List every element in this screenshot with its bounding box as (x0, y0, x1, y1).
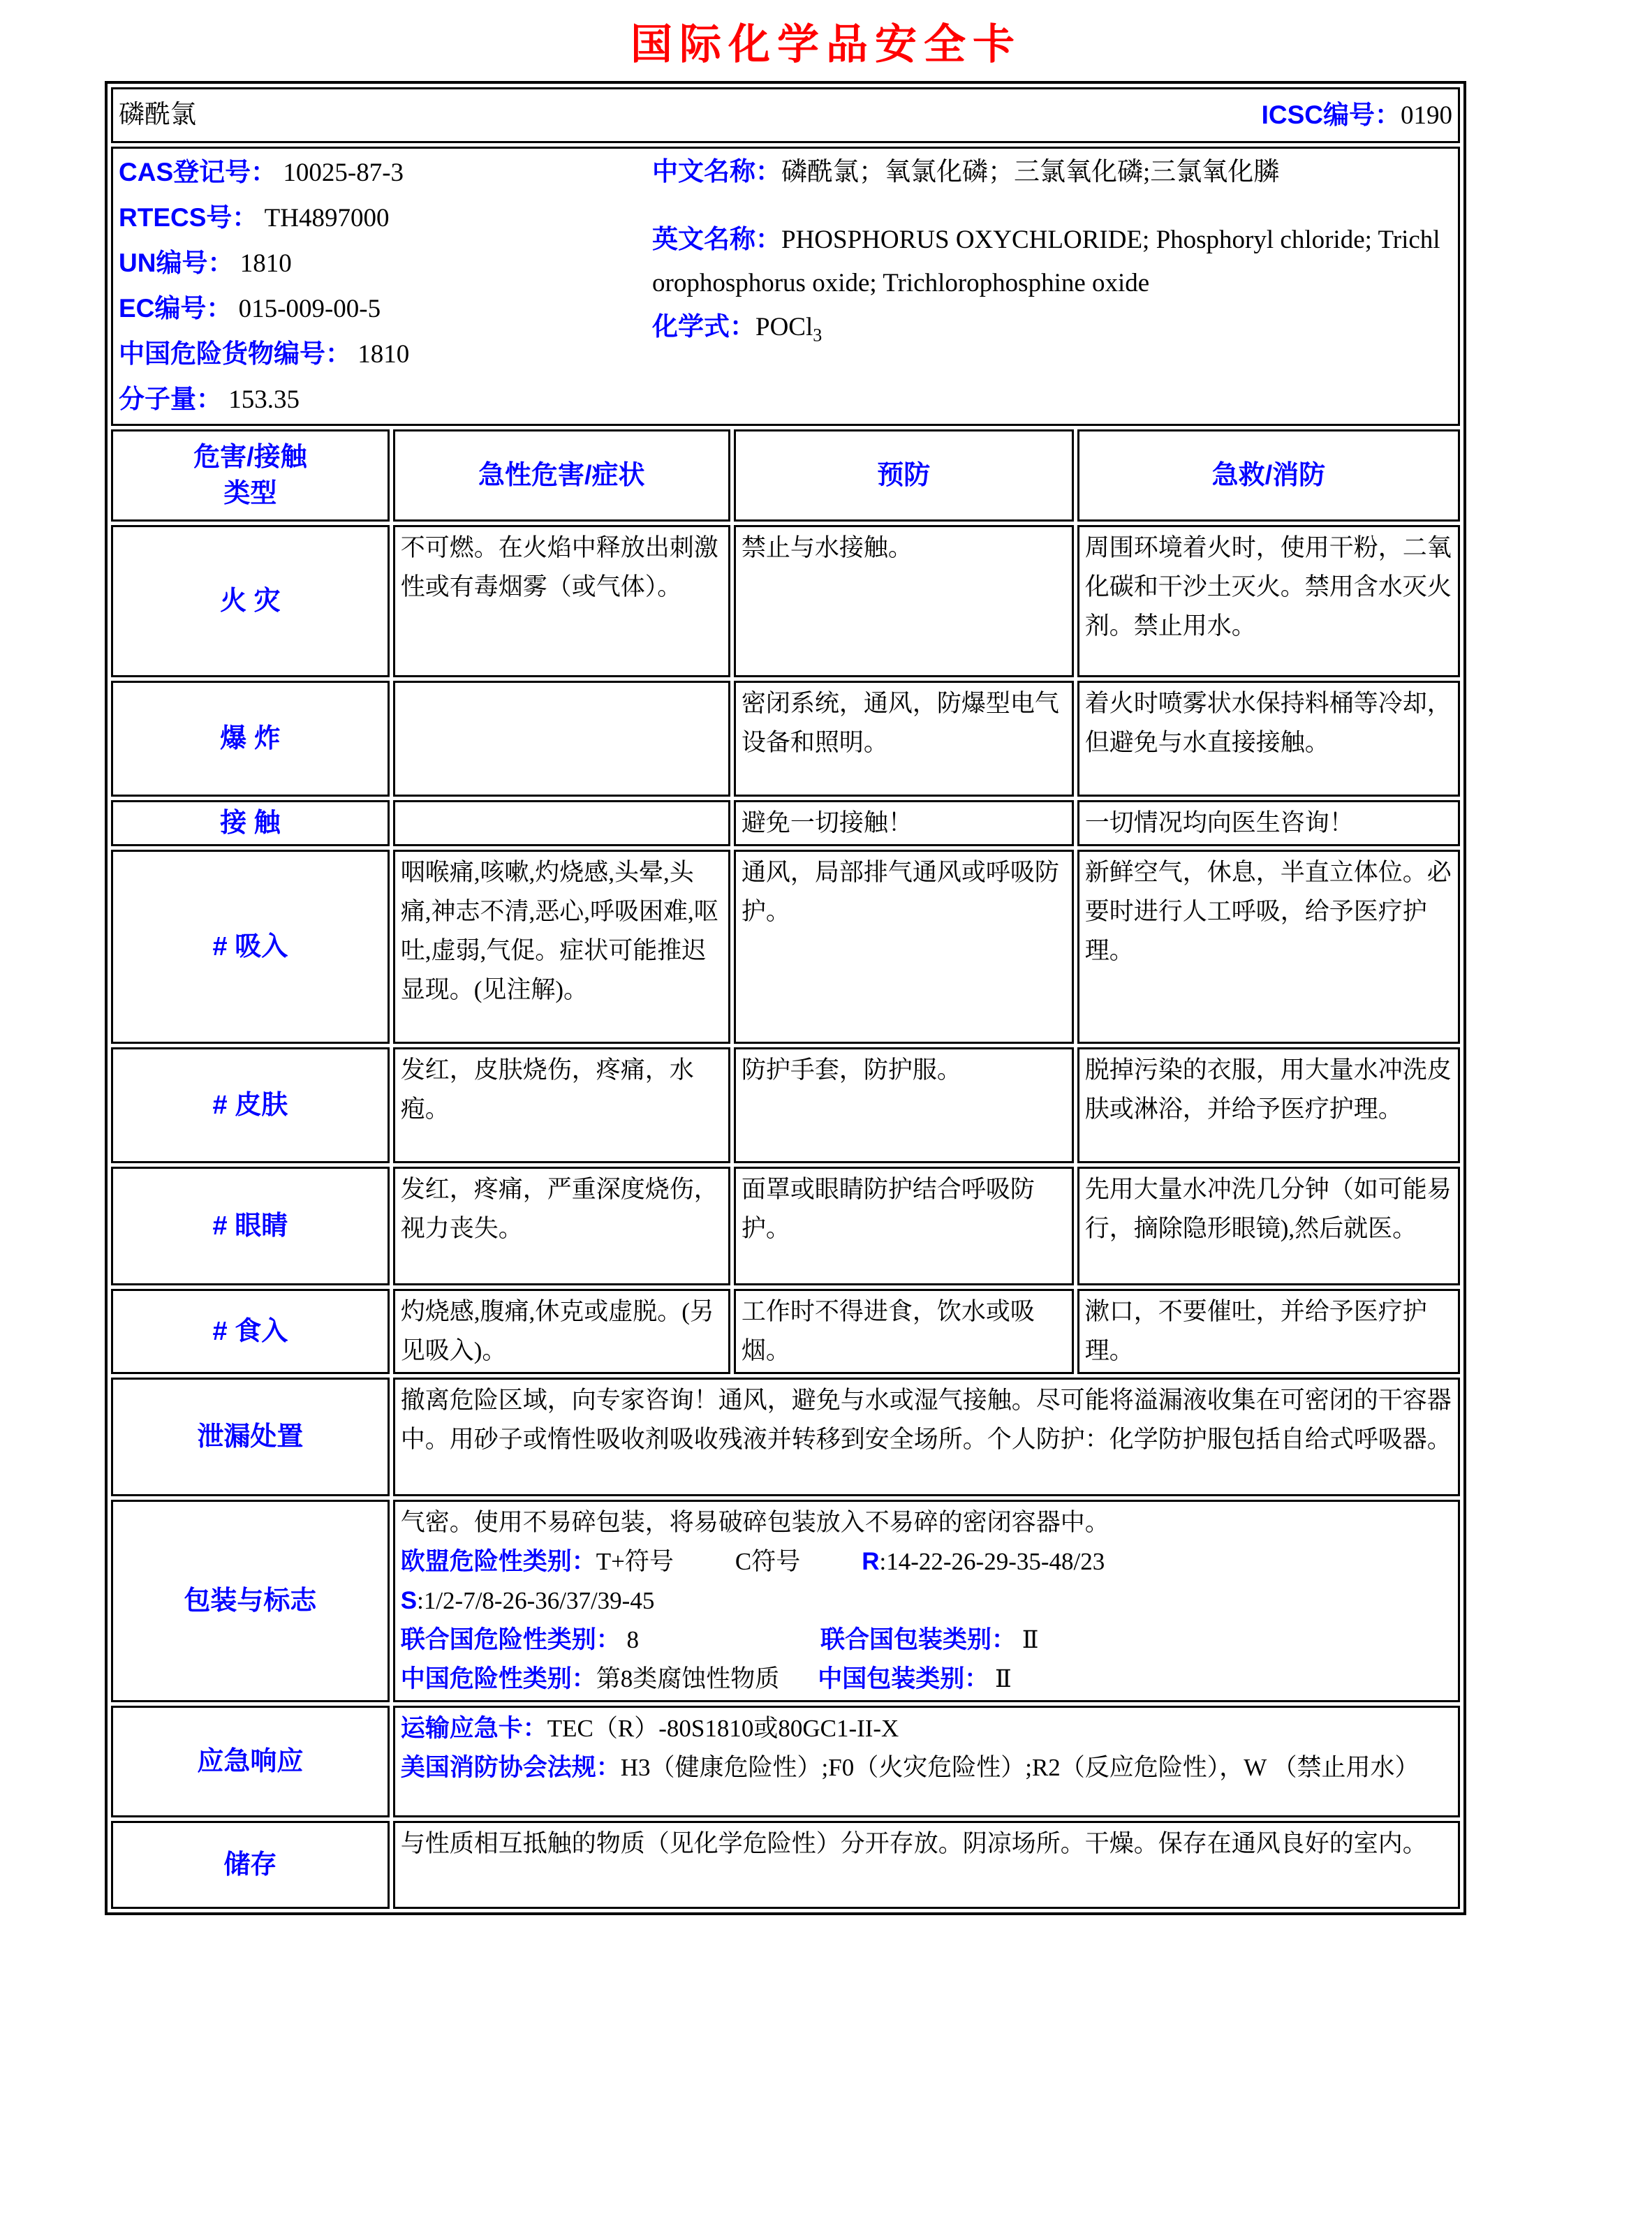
mw-label: 分子量： (119, 385, 222, 413)
r-phrase-value: :14-22-26-29-35-48/23 (879, 1548, 1105, 1575)
header-hazard-type-line2: 类型 (223, 479, 277, 508)
identifier-list (119, 150, 652, 422)
skin-row (111, 1047, 1460, 1163)
eu-class-value2: C符号 (735, 1548, 801, 1575)
spill-text: 撤离危险区域，向专家咨询！通风，避免与水或湿气接触。尽可能将溢漏液收集在可密闭的干容器中。用砂子或惰性吸收剂吸收残液并转移到安全场所。个人防护：化学防护服包括自给式呼吸器。 (393, 1378, 1460, 1496)
ingestion-symptoms: 灼烧感,腹痛,休克或虚脱。(另见吸入)。 (393, 1289, 730, 1374)
eyes-response: 先用大量水冲洗几分钟（如可能易行，摘除隐形眼镜),然后就医。 (1077, 1167, 1460, 1285)
cn-class-label: 中国危险性类别： (400, 1665, 596, 1692)
icsc-number-value: 0190 (1401, 101, 1452, 130)
header-prevention: 预防 (734, 429, 1074, 522)
nfpa-line (401, 1748, 1452, 1787)
un-class-label: 联合国危险性类别： (400, 1626, 621, 1653)
header-symptoms: 急性危害/症状 (393, 429, 730, 522)
chemical-name: 磷酰氯 (119, 101, 196, 129)
rtecs-number (119, 195, 652, 241)
chinese-names (652, 150, 1452, 194)
contact-row (111, 800, 1460, 846)
explosion-prevention: 密闭系统，通风，防爆型电气设备和照明。 (734, 681, 1074, 797)
packaging-line1: 气密。使用不易碎包装，将易破碎包装放入不易碎的密闭容器中。 (400, 1509, 1109, 1536)
packaging-eu-line (401, 1542, 1452, 1581)
eu-class-value1: T+符号 (596, 1548, 674, 1575)
explosion-symptoms (393, 681, 730, 797)
rtecs-value: TH4897000 (264, 204, 390, 233)
spill-label: 泄漏处置 (111, 1378, 390, 1496)
icsc-card-table (105, 81, 1466, 1915)
name-row (111, 87, 1460, 143)
ingestion-prevention: 工作时不得进食，饮水或吸烟。 (734, 1289, 1074, 1374)
emergency-label: 应急响应 (111, 1706, 390, 1817)
eyes-symptoms: 发红，疼痛，严重深度烧伤，视力丧失。 (393, 1167, 730, 1285)
eu-class-label: 欧盟危险性类别： (400, 1548, 596, 1575)
packaging-cn-line (401, 1660, 1452, 1699)
formula-subscript: 3 (813, 325, 823, 346)
inhalation-row (111, 850, 1460, 1044)
page-title: 国际化学品安全卡 (630, 21, 1022, 68)
fire-symptoms: 不可燃。在火焰中释放出刺激性或有毒烟雾（或气体）。 (393, 525, 730, 677)
mw-value: 153.35 (228, 385, 300, 414)
cas-label: CAS登记号： (119, 158, 277, 186)
molecular-weight (119, 377, 652, 422)
china-dg-label: 中国危险货物编号： (119, 339, 351, 368)
formula-base: POCl (755, 313, 813, 341)
icsc-number (1262, 96, 1452, 135)
cn-pack-value: Ⅱ (995, 1665, 1012, 1692)
tec-label: 运输应急卡： (400, 1715, 547, 1742)
storage-text: 与性质相互抵触的物质（见化学危险性）分开存放。阴凉场所。干燥。保存在通风良好的室内。 (393, 1821, 1460, 1909)
tec-line (401, 1709, 1452, 1748)
english-names (652, 218, 1452, 305)
contact-label: 接 触 (111, 800, 390, 846)
fire-row (111, 525, 1460, 677)
identifiers-cell (111, 147, 1460, 426)
emergency-content (393, 1706, 1460, 1817)
header-response: 急救/消防 (1077, 429, 1460, 522)
skin-response: 脱掉污染的衣服，用大量水冲洗皮肤或淋浴，并给予医疗护理。 (1077, 1047, 1460, 1163)
contact-prevention: 避免一切接触！ (734, 800, 1074, 846)
packaging-content (393, 1500, 1460, 1702)
packaging-label: 包装与标志 (111, 1500, 390, 1702)
formula-label: 化学式： (652, 312, 755, 341)
inhalation-prevention: 通风，局部排气通风或呼吸防护。 (734, 850, 1074, 1044)
eyes-label: # 眼睛 (111, 1167, 390, 1285)
s-phrase-value: :1/2-7/8-26-36/37/39-45 (417, 1587, 655, 1614)
name-cell (111, 87, 1460, 143)
eyes-prevention: 面罩或眼睛防护结合呼吸防护。 (734, 1167, 1074, 1285)
contact-response: 一切情况均向医生咨询！ (1077, 800, 1460, 846)
fire-response: 周围环境着火时，使用干粉，二氧化碳和干沙土灭火。禁用含水灭火剂。禁止用水。 (1077, 525, 1460, 677)
inhalation-label: # 吸入 (111, 850, 390, 1044)
cas-number (119, 150, 652, 195)
table-header-row (111, 429, 1460, 522)
english-names-value: PHOSPHORUS OXYCHLORIDE; Phosphoryl chloride; Trichlorophosphorus oxide; Trichlorophosphine oxide (652, 226, 1440, 297)
packaging-un-line (401, 1621, 1452, 1660)
spill-row (111, 1378, 1460, 1496)
nfpa-label: 美国消防协会法规： (400, 1754, 621, 1781)
ingestion-response: 漱口，不要催吐，并给予医疗护理。 (1077, 1289, 1460, 1374)
explosion-label: 爆 炸 (111, 681, 390, 797)
storage-row (111, 1821, 1460, 1909)
skin-prevention: 防护手套，防护服。 (734, 1047, 1074, 1163)
packaging-s-line (401, 1581, 1452, 1621)
header-hazard-type (111, 429, 390, 522)
nfpa-value: H3（健康危险性）;F0（火灾危险性）;R2（反应危险性），W （禁止用水） (620, 1754, 1419, 1781)
un-pack-label: 联合国包装类别： (820, 1626, 1017, 1653)
eyes-row (111, 1167, 1460, 1285)
chemical-formula (652, 305, 1452, 357)
skin-label: # 皮肤 (111, 1047, 390, 1163)
r-phrase-label: R (862, 1548, 880, 1575)
un-label: UN编号： (119, 249, 234, 277)
ingestion-row (111, 1289, 1460, 1374)
packaging-row (111, 1500, 1460, 1702)
china-dg-value: 1810 (357, 340, 410, 369)
ec-label: EC编号： (119, 294, 233, 323)
ingestion-label: # 食入 (111, 1289, 390, 1374)
cn-pack-label: 中国包装类别： (818, 1665, 989, 1692)
page (0, 11, 1652, 1915)
icsc-number-label: ICSC编号： (1261, 100, 1401, 129)
un-pack-value: Ⅱ (1022, 1626, 1039, 1653)
un-value: 1810 (239, 249, 292, 278)
china-dg-number (119, 332, 652, 377)
header-hazard-type-line1: 危害/接触 (193, 443, 307, 472)
english-names-label: 英文名称： (652, 225, 781, 253)
cas-value: 10025-87-3 (283, 158, 404, 187)
name-list (652, 150, 1452, 422)
ec-value: 015-009-00-5 (238, 295, 381, 323)
storage-label: 储存 (111, 1821, 390, 1909)
inhalation-response: 新鲜空气，休息，半直立体位。必要时进行人工呼吸，给予医疗护理。 (1077, 850, 1460, 1044)
chinese-names-label: 中文名称： (652, 157, 781, 186)
fire-label: 火 灾 (111, 525, 390, 677)
rtecs-label: RTECS号： (119, 203, 258, 232)
explosion-row (111, 681, 1460, 797)
s-phrase-label: S (400, 1587, 418, 1614)
ec-number (119, 286, 652, 332)
contact-symptoms (393, 800, 730, 846)
tec-value: TEC（R）-80S1810或80GC1-II-X (547, 1715, 899, 1742)
identifiers-row (111, 147, 1460, 426)
inhalation-symptoms: 咽喉痛,咳嗽,灼烧感,头晕,头痛,神志不清,恶心,呼吸困难,呕吐,虚弱,气促。症状可能推迟显现。(见注解)。 (393, 850, 730, 1044)
skin-symptoms: 发红，皮肤烧伤，疼痛，水疱。 (393, 1047, 730, 1163)
fire-prevention: 禁止与水接触。 (734, 525, 1074, 677)
un-class-value: 8 (626, 1626, 639, 1653)
un-number (119, 241, 652, 286)
cn-class-value: 第8类腐蚀性物质 (596, 1665, 780, 1692)
explosion-response: 着火时喷雾状水保持料桶等冷却，但避免与水直接接触。 (1077, 681, 1460, 797)
chinese-names-value: 磷酰氯；氧氯化磷；三氯氧化磷;三氯氧化膦 (781, 158, 1280, 186)
emergency-row (111, 1706, 1460, 1817)
